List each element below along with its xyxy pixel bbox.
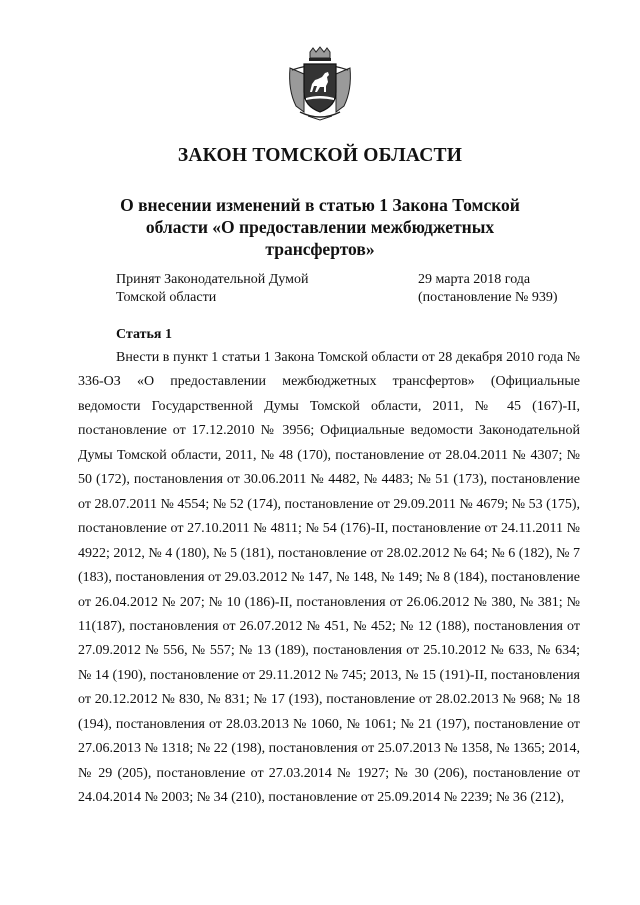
tomsk-coat-of-arms-icon xyxy=(282,46,358,124)
adoption-date xyxy=(418,271,598,307)
adoption-line-1: Принят Законодательной Думой xyxy=(116,272,309,287)
page-title: ЗАКОН ТОМСКОЙ ОБЛАСТИ xyxy=(177,145,463,166)
adoption-info xyxy=(116,271,376,307)
law-subtitle: О внесении изменений в статью 1 Закона Томской области «О предоставлении межбюджетных трансфертов» xyxy=(120,195,520,259)
article-paragraph: Внести в пункт 1 статьи 1 Закона Томской области от 28 декабря 2010 года № 336-ОЗ «О предоставлении межбюджетных трансфертов» (Официальные ведомости Государственной Думы Томской области, 2011, № 45 (167)-II, постановление от 17.12.2010 № 3956; Официальные ведомости Законодательной Думы Томской области, 2011, № 48 (170), постановление от 28.04.2011 № 4307; № 50 (172), постановления от 30.06.2011 № 4482, № 4483; № 51 (173), постановление от 28.07.2011 № 4554; № 52 (174), постановление от 29.09.2011 № 4679; № 53 (175), постановление от 27.10.2011 № 4811; № 54 (176)-II, постановление от 24.11.2011 № 4922; 2012, № 4 (180), № 5 (181), постановление от 28.02.2012 № 64; № 6 (182), № 7 (183), постановления от 29.03.2012 № 147, № 148, № 149; № 8 (184), постановление от 26.04.2012 № 207; № 10 (186)-II, постановления от 26.06.2012 № 380, № 381; № 11(187), постановления от 26.07.2012 № 451, № 452; № 12 (188), постановления от 27.09.2012 № 556, № 557; № 13 (189), постановления от 25.10.2012 № 633, № 634; № 14 (190), постановление от 29.11.2012 № 745; 2013, № 15 (191)-II, постановления от 20.12.2012 № 830, № 831; № 17 (193), постановление от 28.02.2013 № 968; № 18 (194), постановления от 28.03.2013 № 1060, № 1061; № 21 (197), постановление от 27.06.2013 № 1318; № 22 (198), постановления от 25.07.2013 № 1358, № 1365; 2014, № 29 (205), постановление от 27.03.2014 № 1927; № 30 (206), постановление от 24.04.2014 № 2003; № 34 (210), постановление от 25.09.2014 № 2239; № 36 (212), xyxy=(78,350,580,806)
adoption-date-line-1: 29 марта 2018 года xyxy=(418,272,531,287)
adoption-line-2: Томской области xyxy=(116,290,217,305)
article-heading: Статья 1 xyxy=(116,327,172,342)
adoption-date-line-2: (постановление № 939) xyxy=(418,290,558,305)
